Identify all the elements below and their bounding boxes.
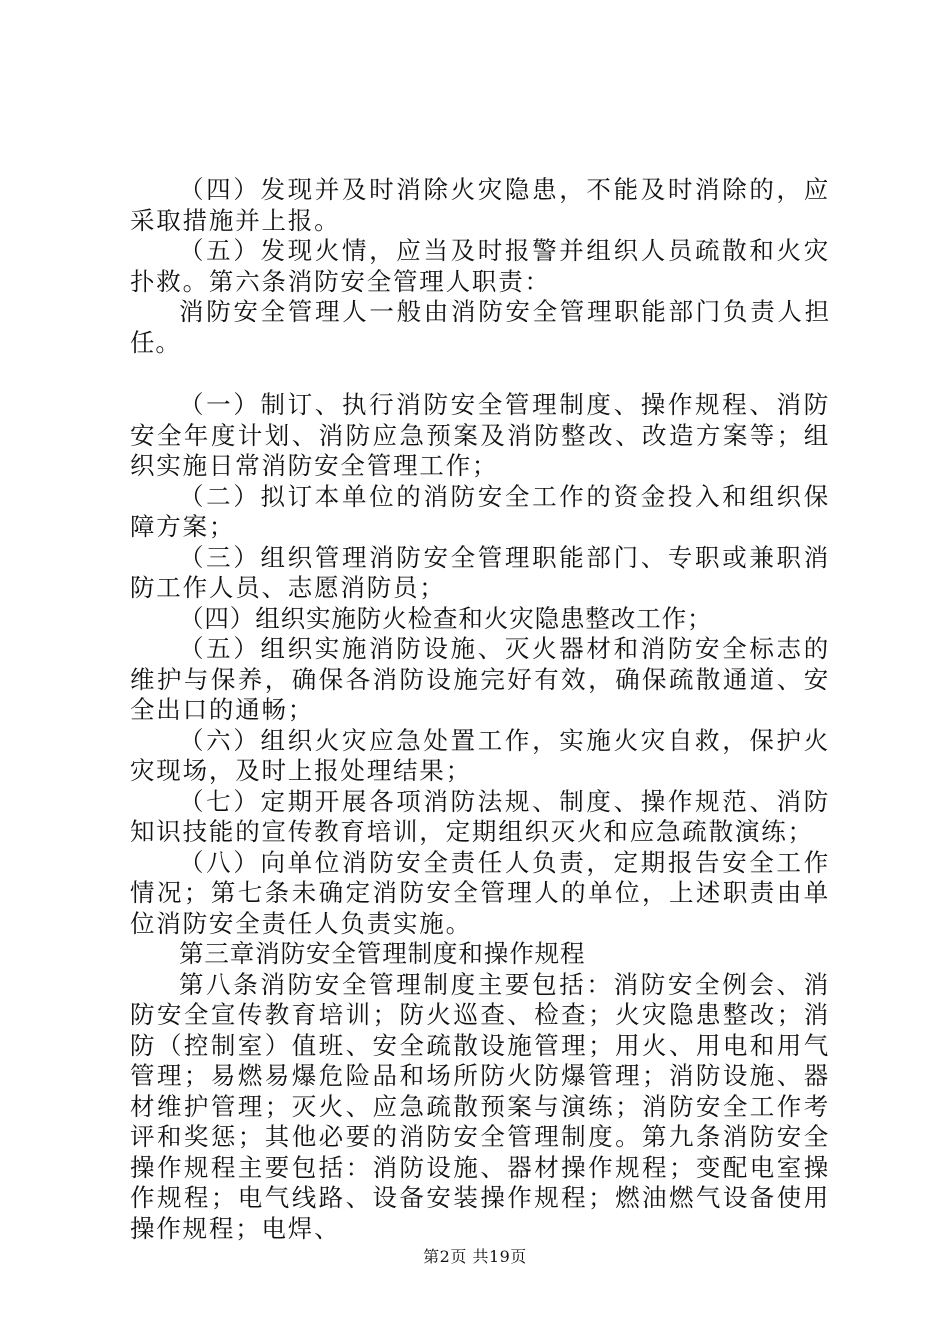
paragraph: （五）发现火情，应当及时报警并组织人员疏散和火灾扑救。第六条消防安全管理人职责： — [130, 236, 830, 296]
chapter-heading: 第三章消防安全管理制度和操作规程 — [179, 939, 586, 968]
paragraph: （二）拟订本单位的消防安全工作的资金投入和组织保障方案； — [130, 481, 830, 541]
paragraph-spacer — [130, 358, 830, 390]
paragraph: （八）向单位消防安全责任人负责，定期报告安全工作情况；第七条未确定消防安全管理人的单位，上述职责由单位消防安全责任人负责实施。 — [130, 847, 830, 938]
paragraph: （四）组织实施防火检查和火灾隐患整改工作； — [179, 603, 713, 633]
document-body — [130, 175, 830, 1244]
paragraph: （五）组织实施消防设施、灭火器材和消防安全标志的维护与保养，确保各消防设施完好有效，确保疏散通道、安全出口的通畅； — [130, 634, 830, 724]
paragraph: （四）发现并及时消除火灾隐患，不能及时消除的，应采取措施并上报。 — [130, 175, 830, 235]
page-number-footer: 第2页 共19页 — [423, 1247, 527, 1266]
paragraph: 第八条消防安全管理制度主要包括：消防安全例会、消防安全宣传教育培训；防火巡查、检查；火灾隐患整改；消防（控制室）值班、安全疏散设施管理；用火、用电和用气管理；易燃易爆危险品和场所防火防爆管理；消防设施、器材维护管理；灭火、应急疏散预案与演练；消防安全工作考评和奖惩；其他必要的消防安全管理制度。第九条消防安全操作规程主要包括：消防设施、器材操作规程；变配电室操作规程；电气线路、设备安装操作规程；燃油燃气设备使用操作规程；电焊、 — [130, 969, 830, 1243]
paragraph: （七）定期开展各项消防法规、制度、操作规范、消防知识技能的宣传教育培训，定期组织灭火和应急疏散演练； — [130, 786, 830, 846]
paragraph: （六）组织火灾应急处置工作，实施火灾自救，保护火灾现场，及时上报处理结果； — [130, 725, 830, 785]
paragraph: （三）组织管理消防安全管理职能部门、专职或兼职消防工作人员、志愿消防员； — [130, 542, 830, 602]
paragraph: （一）制订、执行消防安全管理制度、操作规程、消防安全年度计划、消防应急预案及消防整改、改造方案等；组织实施日常消防安全管理工作； — [130, 390, 830, 480]
paragraph: 消防安全管理人一般由消防安全管理职能部门负责人担任。 — [130, 297, 830, 357]
